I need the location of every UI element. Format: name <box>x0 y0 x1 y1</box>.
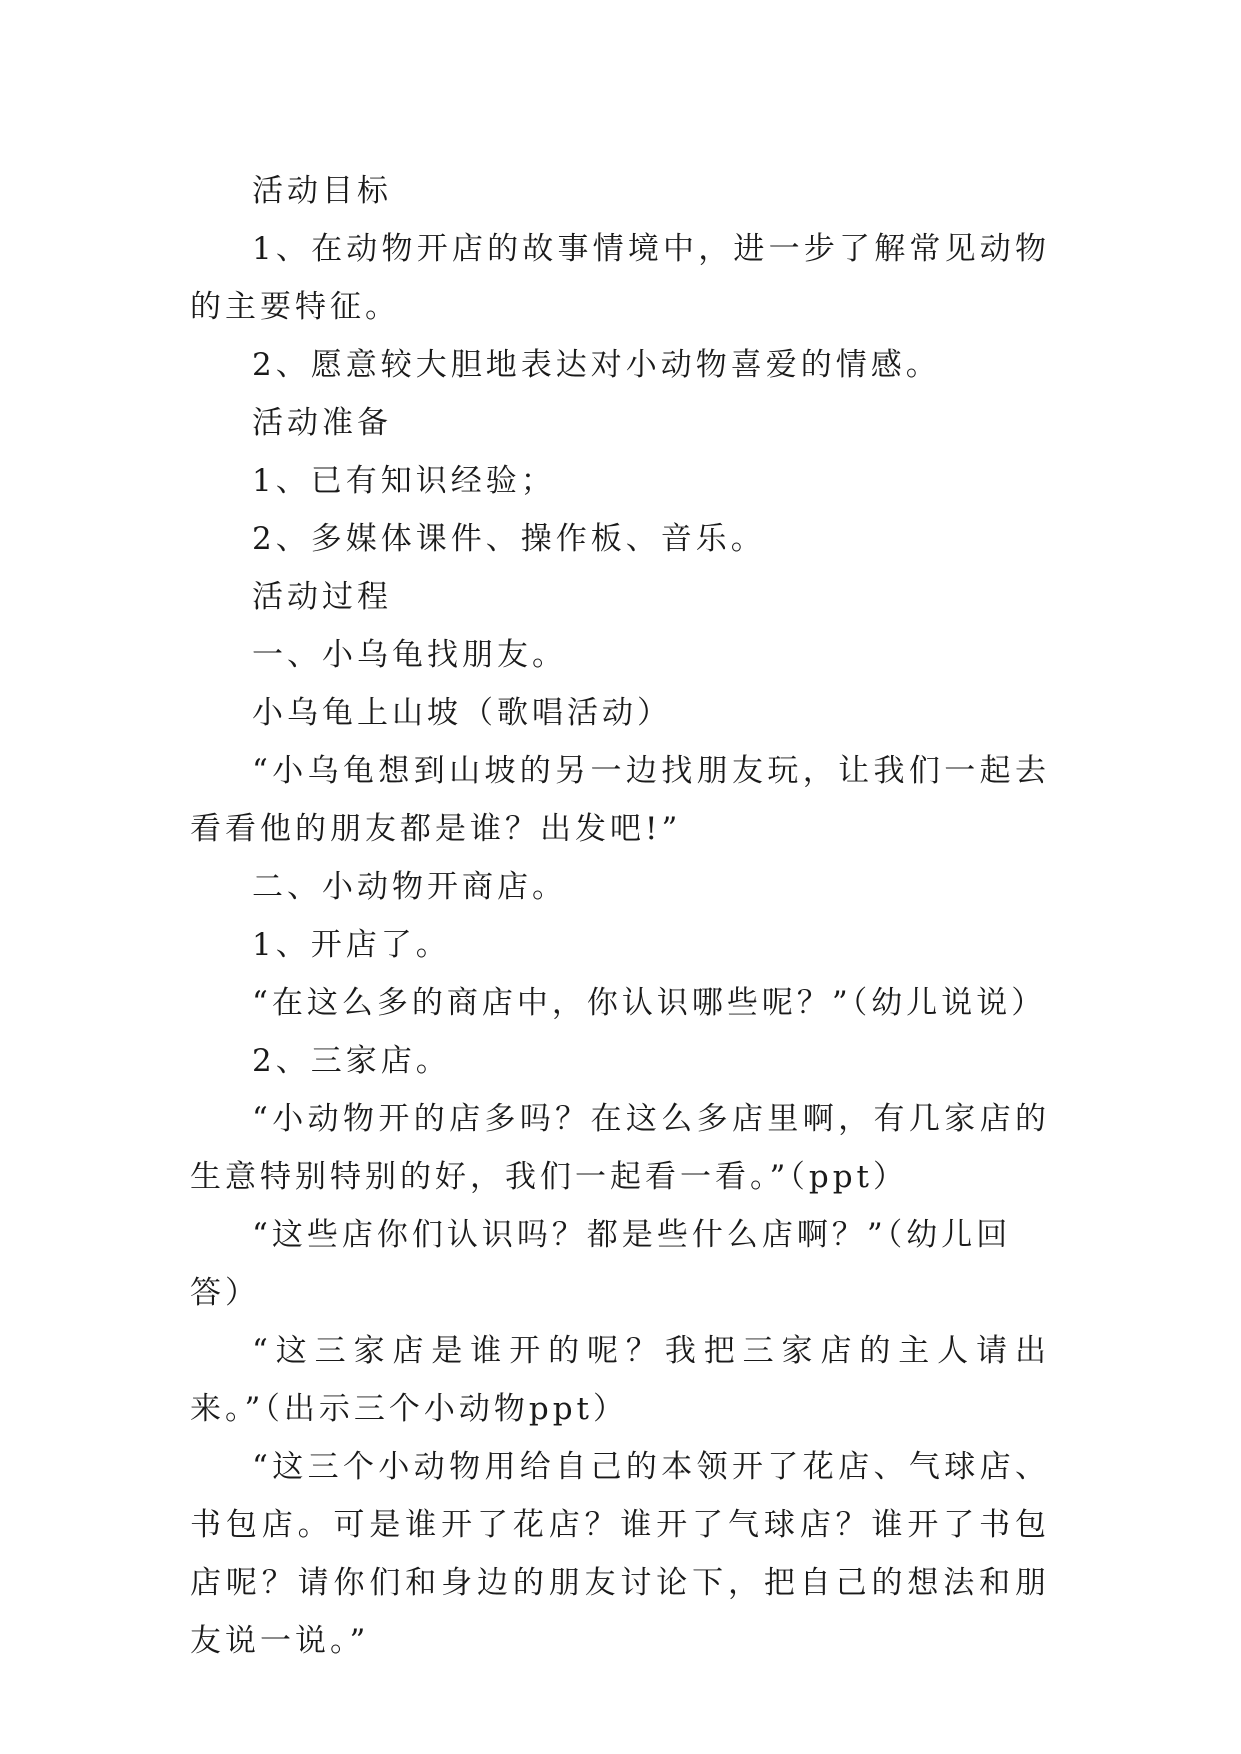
document-body <box>190 162 1050 1670</box>
heading-activity-preparation: 活动准备 <box>252 405 392 441</box>
process-step-2: 2、三家店。 <box>252 1043 451 1079</box>
process-subheading-song: 小乌龟上山坡（歌唱活动） <box>252 695 672 731</box>
heading-activity-goals: 活动目标 <box>252 173 392 209</box>
preparation-item-1: 1、已有知识经验； <box>252 463 556 499</box>
goal-item-1: 1、在动物开店的故事情境中，进一步了解常见动物的主要特征。 <box>190 231 1050 325</box>
dialogue-paragraph: “小乌龟想到山坡的另一边找朋友玩，让我们一起去看看他的朋友都是谁？出发吧!” <box>190 753 1050 847</box>
dialogue-paragraph: “这三个小动物用给自己的本领开了花店、气球店、书包店。可是谁开了花店？谁开了气球店？谁开了书包店呢？请你们和身边的朋友讨论下，把自己的想法和朋友说一说。” <box>190 1449 1050 1659</box>
process-step-1: 1、开店了。 <box>252 927 451 963</box>
dialogue-paragraph: “小动物开的店多吗？在这么多店里啊，有几家店的生意特别特别的好，我们一起看一看。”（ppt） <box>190 1101 1050 1195</box>
dialogue-paragraph: “这些店你们认识吗？都是些什么店啊？”（幼儿回答） <box>190 1217 1012 1311</box>
process-section-2: 二、小动物开商店。 <box>252 869 567 905</box>
dialogue-paragraph: “这三家店是谁开的呢？我把三家店的主人请出来。”（出示三个小动物ppt） <box>190 1333 1050 1427</box>
goal-item-2: 2、愿意较大胆地表达对小动物喜爱的情感。 <box>252 347 941 383</box>
preparation-item-2: 2、多媒体课件、操作板、音乐。 <box>252 521 766 557</box>
process-section-1: 一、小乌龟找朋友。 <box>252 637 567 673</box>
heading-activity-process: 活动过程 <box>252 579 392 615</box>
dialogue-paragraph: “在这么多的商店中，你认识哪些呢？”（幼儿说说） <box>252 985 1047 1021</box>
